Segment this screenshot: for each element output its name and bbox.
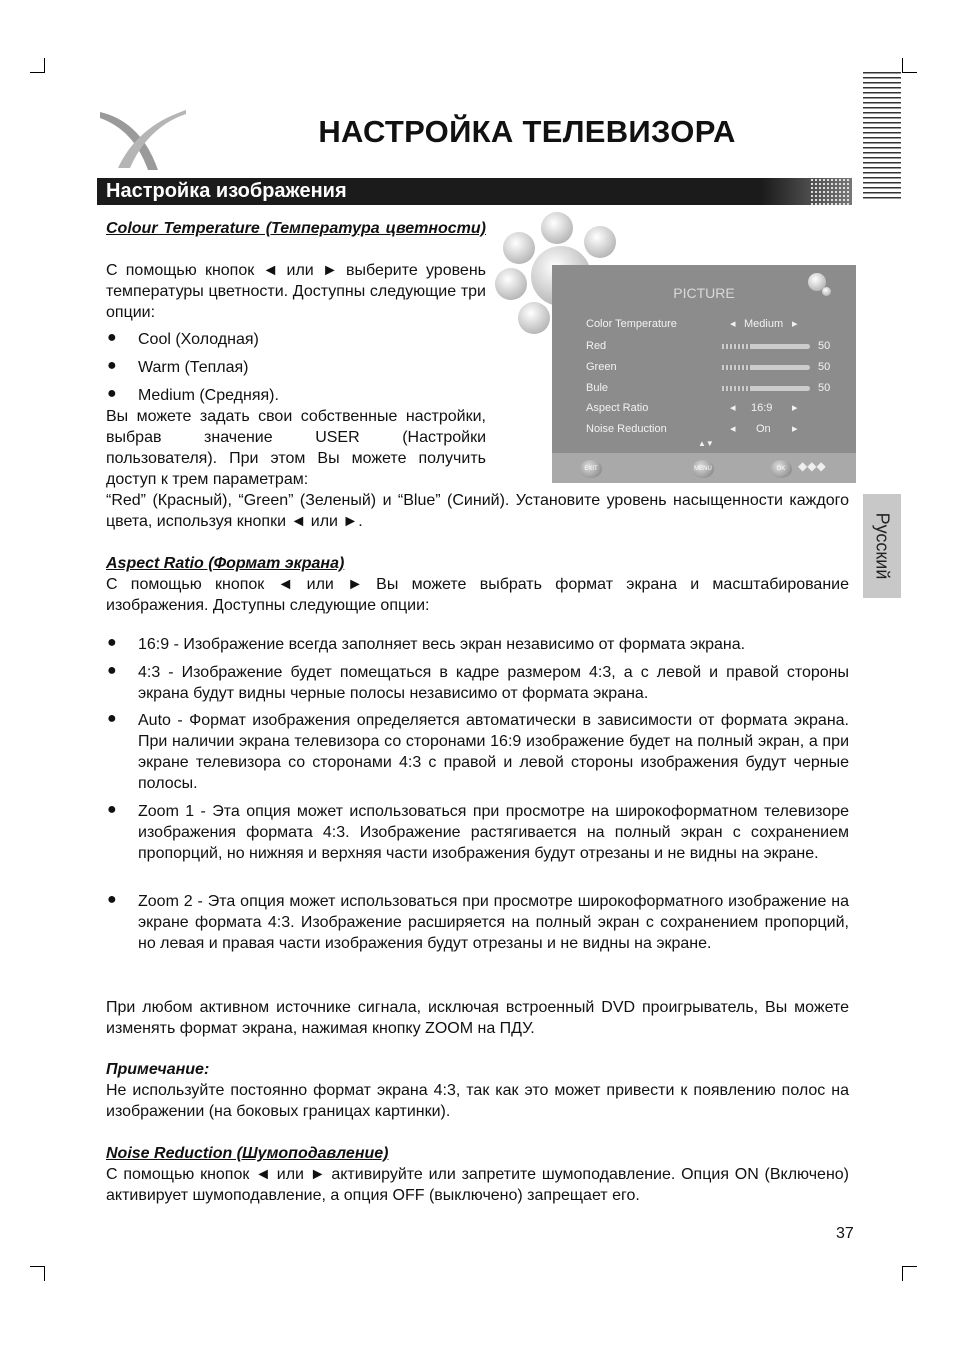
- language-tab: [863, 494, 901, 598]
- aspect-option-zoom2: Zoom 2 - Эта опция может использоваться при просмотре широкоформатного изображение на экране формата 4:3. Изображение расширяется на полный экран с сохранением пропорций, но левая и правая части изображения будут отрезаны и не видны на экране.: [138, 893, 849, 952]
- colour-temperature-intro: С помощью кнопок ◄ или ► выберите уровень температуры цветности. Доступны следующие три опции:: [106, 262, 486, 321]
- page-title: НАСТРОЙКА ТЕЛЕВИЗОРА: [318, 114, 736, 149]
- left-arrow-icon: ◂: [730, 423, 736, 435]
- left-arrow-icon: ◂: [730, 318, 736, 330]
- right-arrow-icon: ▸: [792, 318, 798, 330]
- noise-reduction-text: С помощью кнопок ◄ или ► активируйте или запретите шумоподавление. Опция ON (Включено) активирует шумоподавление, а опция OFF (выключено) запрещает его.: [106, 1166, 849, 1204]
- osd-row-label: Green: [586, 361, 617, 373]
- aspect-option-4-3: 4:3 - Изображение будет помещаться в кадре размером 4:3, а с левой и правой стороны экрана будут видны черные полосы независимо от формата экрана.: [138, 664, 849, 702]
- zoom-button-note: При любом активном источнике сигнала, исключая встроенный DVD проигрыватель, Вы можете изменять формат экрана, нажимая кнопку ZOOM на ПДУ.: [106, 999, 849, 1037]
- aspect-option-16-9: 16:9 - Изображение всегда заполняет весь экран независимо от формата экрана.: [138, 636, 746, 653]
- menu-bubble-icon: [584, 226, 616, 258]
- clock-icon: [503, 232, 535, 264]
- osd-row-label: Color Temperature: [586, 318, 677, 330]
- colour-temperature-rgb-text: “Red” (Красный), “Green” (Зеленый) и “Blue” (Синий). Установите уровень насыщенности каждого цвета, используя кнопки ◄ или ►.: [106, 492, 849, 530]
- aspect-ratio-intro: С помощью кнопок ◄ или ► Вы можете выбрать формат экрана и масштабирование изображения. Доступны следующие опции:: [106, 576, 849, 614]
- dots-pattern: [810, 178, 850, 205]
- bullet-dot: ●: [107, 329, 117, 346]
- osd-title: PICTURE: [673, 285, 735, 301]
- colour-temperature-user-text: Вы можете задать свои собственные настройки, выбрав значение USER (Настройки пользователя). При этом Вы можете получить доступ к трем параметрам:: [106, 408, 486, 488]
- note-text: Не используйте постоянно формат экрана 4:3, так как это может привести к появлению полос на изображении (на боковых границах картинки).: [106, 1082, 849, 1120]
- bullet-dot: ●: [107, 801, 117, 818]
- aspect-ratio-heading: Aspect Ratio (Формат экрана): [106, 555, 345, 572]
- green-level-bar: [720, 365, 810, 370]
- left-arrow-icon: ◂: [730, 402, 736, 414]
- language-tab-label: Русский: [872, 512, 893, 580]
- crop-mark-top-right: [902, 58, 917, 73]
- noise-reduction-heading: Noise Reduction (Шумоподавление): [106, 1145, 389, 1162]
- bullet-dot: ●: [107, 634, 117, 651]
- osd-row-value: 50: [818, 361, 831, 373]
- crop-mark-bottom-right: [902, 1266, 917, 1281]
- up-down-arrows-icon: ▲▼: [698, 439, 714, 448]
- aspect-option-auto: Auto - Формат изображения определяется автоматически в зависимости от формата экрана. При наличии экрана телевизора со сторонами 16:9 изображение будет на полный экран, а при экране телевизора со сторонами 4:3 с правой и левой стороны изображения будут черные полосы.: [138, 712, 849, 792]
- navigation-pad-icon: ◆◆◆: [798, 459, 826, 473]
- osd-row-label: Aspect Ratio: [586, 402, 649, 414]
- menu-bubble-icon: [518, 302, 550, 334]
- osd-row-value: On: [756, 423, 771, 435]
- bullet-dot: ●: [107, 710, 117, 727]
- exit-button-icon: EXIT: [580, 460, 602, 478]
- osd-row-value: 50: [818, 382, 831, 394]
- osd-row-label: Noise Reduction: [586, 423, 667, 435]
- osd-row-value: 16:9: [751, 402, 773, 414]
- menu-bubble-icon: [495, 268, 527, 300]
- ok-button-icon: OK: [770, 460, 792, 478]
- aspect-option-zoom1: Zoom 1 - Эта опция может использоваться при просмотре на широкоформатном телевизоре изображения формата 4:3. Изображение растягивается на полный экран с сохранением пропорций, но нижняя и верхняя части изображения будут отрезаны и не видны на экране.: [138, 803, 849, 862]
- section-header-bar: [97, 178, 852, 205]
- colour-temperature-heading: Colour Temperature (Температура цветности): [106, 220, 486, 237]
- note-heading: Примечание:: [106, 1061, 210, 1078]
- osd-row-value: 50: [818, 340, 831, 352]
- bullet-dot: ●: [107, 357, 117, 374]
- right-arrow-icon: ▸: [792, 423, 798, 435]
- bullet-dot: ●: [107, 891, 117, 908]
- osd-row-value: Medium: [744, 318, 784, 330]
- right-arrow-icon: ▸: [792, 402, 798, 414]
- osd-panel: [552, 265, 856, 483]
- blue-level-bar: [720, 386, 810, 391]
- option-medium: Medium (Средняя).: [138, 387, 279, 404]
- bullet-dot: ●: [107, 662, 117, 679]
- osd-row-label: Bule: [586, 382, 609, 394]
- page-number: 37: [836, 1225, 854, 1242]
- crop-mark-top-left: [30, 58, 45, 73]
- bullet-dot: ●: [107, 385, 117, 402]
- option-cool: Cool (Холодная): [138, 331, 259, 348]
- osd-row-label: Red: [586, 340, 607, 352]
- menu-bubble-icon: [541, 212, 573, 244]
- red-level-bar: [720, 344, 810, 349]
- option-warm: Warm (Теплая): [138, 359, 249, 376]
- menu-button-icon: MENU: [692, 460, 714, 478]
- section-title: Настройка изображения: [106, 180, 347, 202]
- crop-mark-bottom-left: [30, 1266, 45, 1281]
